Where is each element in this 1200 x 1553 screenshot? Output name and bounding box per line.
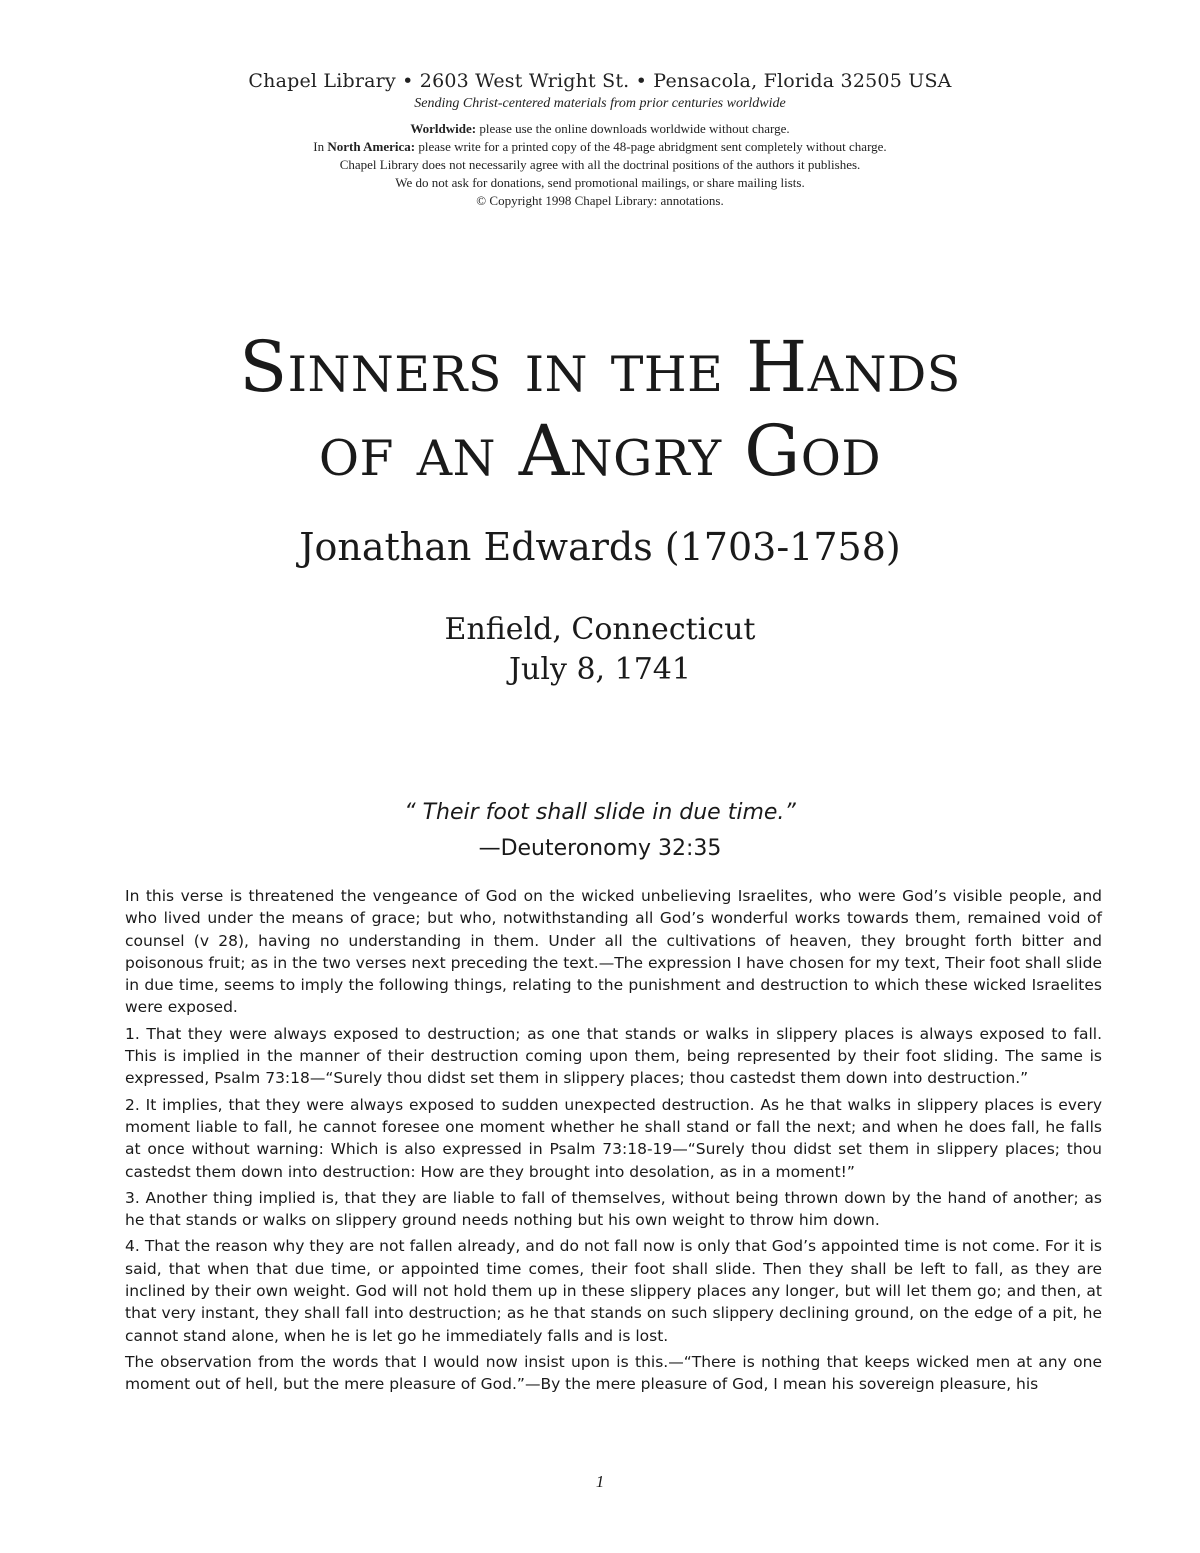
- publisher-tagline: Sending Christ-centered materials from prior centuries worldwide: [414, 96, 786, 111]
- sermon-date: July 8, 1741: [509, 652, 691, 687]
- author: Jonathan Edwards (1703-1758): [299, 525, 901, 569]
- document-title: [0, 325, 1200, 493]
- paragraph: 4. That the reason why they are not fallen already, and do not fall now is only that God’s appointed time is not come. For it is said, that when that due time, or appointed time comes, their foot shall slide. Then they shall be left to fall, as they are inclined by their own weight. God will not hold them up in these slippery places any longer, but will let them go; and then, at that very instant, they shall fall into destruction; as he that stands on such slippery declining ground, on the edge of a pit, he cannot stand alone, when he is let go he immediately falls and is lost.: [125, 1237, 1102, 1345]
- scripture-quote: “ Their foot shall slide in due time.”: [404, 800, 796, 825]
- sermon-location: Enfield, Connecticut: [444, 612, 756, 647]
- paragraph: The observation from the words that I would now insist upon is this.—“There is nothing that keeps wicked men at any one moment out of hell, but the mere pleasure of God.”—By the mere pleasure of God, I mean his sovereign pleasure, his: [125, 1352, 1102, 1394]
- paragraph: 1. That they were always exposed to destruction; as one that stands or walks in slippery places is always exposed to fall. This is implied in the manner of their destruction coming upon them, being represented by their foot sliding. The same is expressed, Psalm 73:18—“Surely thou didst set them in slippery places; thou castedst them down into destruction.”: [125, 1024, 1102, 1088]
- title-line-1: Sinners in the Hands: [239, 326, 961, 408]
- disclaimer: Chapel Library does not necessarily agree with all the doctrinal positions of the authors it publishes.: [339, 157, 861, 172]
- paragraph: 3. Another thing implied is, that they are liable to fall of themselves, without being thrown down by the hand of another; as he that stands or walks on slippery ground needs nothing but his own weight to throw him down.: [125, 1188, 1102, 1230]
- na-prefix: In: [313, 139, 328, 154]
- scripture-text: [0, 795, 1200, 867]
- title-line-2: of an Angry God: [318, 410, 882, 492]
- north-america-notice: [0, 138, 1200, 156]
- copyright: © Copyright 1998 Chapel Library: annotations.: [476, 193, 724, 208]
- mailing-policy: We do not ask for donations, send promotional mailings, or share mailing lists.: [395, 175, 805, 190]
- paragraph: 2. It implies, that they were always exposed to sudden unexpected destruction. As he that walks in slippery places is every moment liable to fall, he cannot foresee one moment whether he shall stand or fall the next; and when he does fall, he falls at once without warning: Which is also expressed in Psalm 73:18-19—“Surely thou didst set them in slippery places; thou castedst them down into destruction: How are they brought into desolation, as in a moment!”: [125, 1095, 1102, 1181]
- page-number: 1: [595, 1472, 605, 1491]
- worldwide-label: Worldwide:: [410, 121, 477, 136]
- sermon-place-date: [0, 610, 1200, 690]
- na-text: please write for a printed copy of the 48-page abridgment sent completely without charge.: [415, 139, 887, 154]
- publisher-address: Chapel Library • 2603 West Wright St. • Pensacola, Florida 32505 USA: [248, 70, 952, 92]
- sermon-body: [125, 885, 1102, 1400]
- worldwide-notice: [0, 120, 1200, 138]
- publisher-header: [0, 70, 1200, 210]
- scripture-reference: —Deuteronomy 32:35: [478, 836, 722, 861]
- worldwide-text: please use the online downloads worldwide without charge.: [476, 121, 790, 136]
- na-label: North America:: [327, 139, 416, 154]
- paragraph: In this verse is threatened the vengeance of God on the wicked unbelieving Israelites, who were God’s visible people, and who lived under the means of grace; but who, notwithstanding all God’s wonderful works towards them, remained void of counsel (v 28), having no understanding in them. Under all the cultivations of heaven, they brought forth bitter and poisonous fruit; as in the two verses next preceding the text.—The expression I have chosen for my text, Their foot shall slide in due time, seems to imply the following things, relating to the punishment and destruction to which these wicked Israelites were exposed.: [125, 887, 1102, 1017]
